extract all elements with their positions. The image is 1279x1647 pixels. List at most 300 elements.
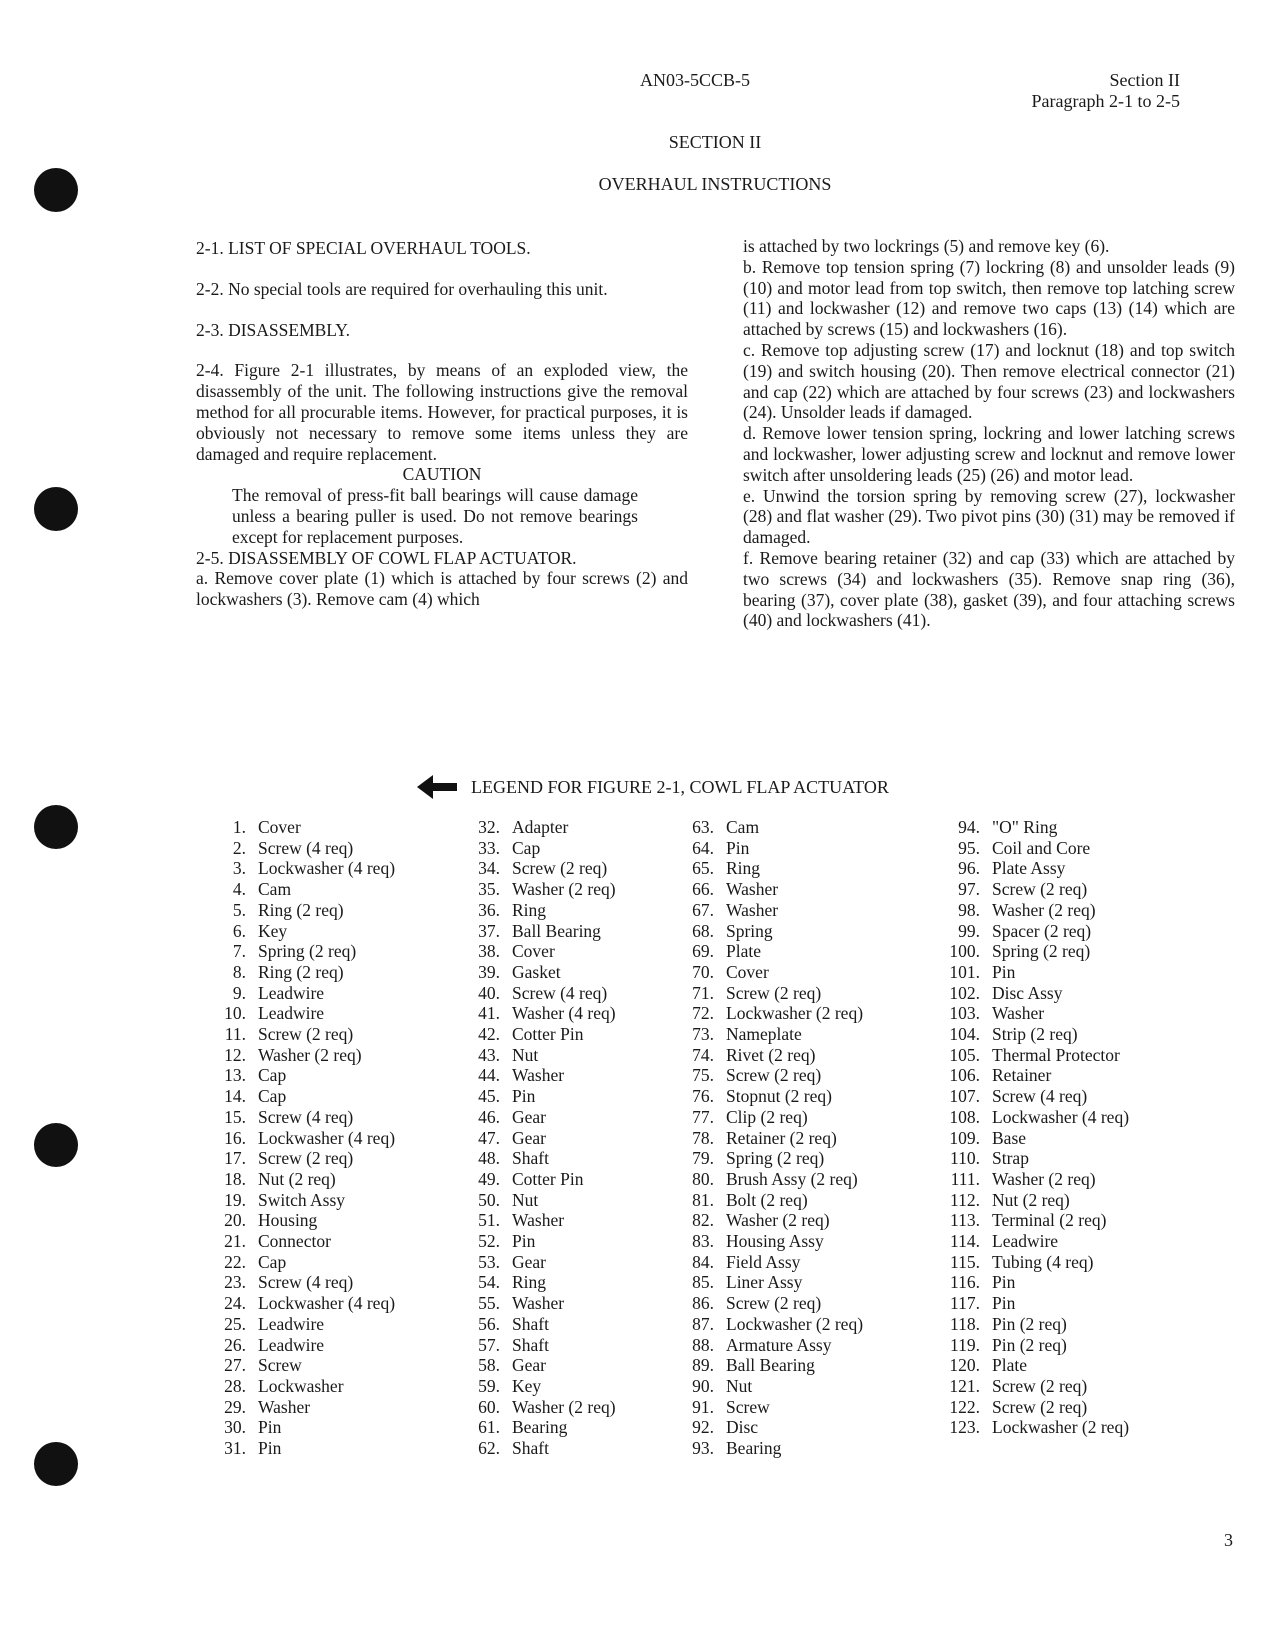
legend-item-text: Adapter xyxy=(512,817,569,837)
legend-item xyxy=(934,1252,1129,1273)
legend-item xyxy=(200,1086,395,1107)
legend-item-number: 11. xyxy=(224,1024,246,1045)
legend-item-number: 109. xyxy=(949,1127,980,1148)
legend-item-text: Screw (2 req) xyxy=(726,1293,822,1314)
arrow-left-icon xyxy=(417,775,457,799)
legend-item xyxy=(200,1148,395,1169)
legend-item xyxy=(454,1086,616,1107)
legend-item xyxy=(668,921,863,942)
legend-item-text: Screw (2 req) xyxy=(726,982,822,1003)
legend-item-text: Cover xyxy=(258,817,301,837)
binder-hole xyxy=(34,1442,78,1486)
legend-item-text: Nut xyxy=(512,1189,539,1210)
legend-item-text: Screw (2 req) xyxy=(992,1396,1088,1417)
legend-title: LEGEND FOR FIGURE 2-1, COWL FLAP ACTUATOR xyxy=(471,776,889,797)
legend-item xyxy=(934,1190,1129,1211)
legend-item xyxy=(454,817,616,838)
legend-item-text: Screw (2 req) xyxy=(726,1065,822,1086)
legend-item xyxy=(934,900,1129,921)
legend-item xyxy=(668,1148,863,1169)
legend-item-text: Clip (2 req) xyxy=(726,1106,808,1127)
paragraph-2-3: 2-3. DISASSEMBLY. xyxy=(196,319,350,340)
legend-item-number: 15. xyxy=(224,1106,246,1127)
legend-item xyxy=(200,1024,395,1045)
legend-item-number: 91. xyxy=(692,1396,714,1417)
legend-item-text: Spring (2 req) xyxy=(258,941,357,962)
legend-item xyxy=(454,1148,616,1169)
legend-item xyxy=(668,1045,863,1066)
legend-item-number: 20. xyxy=(224,1210,246,1231)
legend-item-number: 73. xyxy=(692,1024,714,1045)
legend-item-text: Leadwire xyxy=(258,982,325,1003)
legend-item-number: 39. xyxy=(478,961,500,982)
legend-item-text: Liner Assy xyxy=(726,1272,803,1293)
legend-item-text: Brush Assy (2 req) xyxy=(726,1168,858,1189)
legend-item-text: Shaft xyxy=(512,1148,549,1169)
legend-item-text: Screw (4 req) xyxy=(992,1086,1088,1107)
legend-item-text: Shaft xyxy=(512,1313,549,1334)
legend-item-number: 33. xyxy=(478,837,500,858)
legend-item xyxy=(668,1397,863,1418)
legend-item-number: 88. xyxy=(692,1334,714,1355)
legend-item xyxy=(668,1335,863,1356)
legend-item-number: 9. xyxy=(232,982,246,1003)
legend-item xyxy=(934,1335,1129,1356)
legend-item-number: 101. xyxy=(949,961,980,982)
legend-item xyxy=(454,1272,616,1293)
legend-item-number: 105. xyxy=(949,1044,980,1065)
legend-item-number: 76. xyxy=(692,1086,714,1107)
legend-item-text: Screw (4 req) xyxy=(512,982,608,1003)
legend-item xyxy=(454,1314,616,1335)
page-number: 3 xyxy=(1224,1530,1233,1550)
paragraph-2-4: 2-4. Figure 2-1 illustrates, by means of an exploded view, the disassembly of the unit. The following instructions give the removal method for all procurable items. However, for practical purposes, it is obviously not necessary to remove some items unless they are damaged and require replacement. xyxy=(196,360,688,464)
legend-item xyxy=(668,1272,863,1293)
legend-item-number: 103. xyxy=(949,1003,980,1024)
legend-item-number: 104. xyxy=(949,1024,980,1045)
legend-item xyxy=(200,1210,395,1231)
legend-item-text: "O" Ring xyxy=(992,817,1058,837)
legend-item-number: 23. xyxy=(224,1272,246,1293)
legend-item-text: Ball Bearing xyxy=(726,1355,815,1376)
legend-item xyxy=(668,838,863,859)
legend-item-text: Nut xyxy=(512,1044,539,1065)
legend-item-text: Screw (4 req) xyxy=(258,1106,354,1127)
legend-item xyxy=(200,1314,395,1335)
legend-item xyxy=(668,983,863,1004)
legend-item xyxy=(454,1169,616,1190)
legend-item xyxy=(668,1438,863,1459)
legend-item-number: 106. xyxy=(949,1065,980,1086)
binder-hole xyxy=(34,487,78,531)
legend-item-number: 10. xyxy=(224,1003,246,1024)
legend-item-number: 113. xyxy=(950,1210,980,1231)
legend-item-text: Screw (4 req) xyxy=(258,837,354,858)
legend-item-number: 53. xyxy=(478,1251,500,1272)
legend-item-text: Retainer xyxy=(992,1065,1052,1086)
legend-item-number: 120. xyxy=(949,1355,980,1376)
legend-item-text: Pin xyxy=(992,961,1016,982)
legend-item-number: 72. xyxy=(692,1003,714,1024)
legend-item-number: 68. xyxy=(692,920,714,941)
legend-item-text: Thermal Protector xyxy=(992,1044,1120,1065)
legend-item-text: Pin xyxy=(992,1272,1016,1293)
legend-item xyxy=(668,1128,863,1149)
legend-item-number: 1. xyxy=(232,817,246,837)
legend-item xyxy=(454,1065,616,1086)
legend-item-text: Lockwasher xyxy=(258,1375,344,1396)
legend-item-text: Washer (4 req) xyxy=(512,1003,616,1024)
legend-item xyxy=(668,1210,863,1231)
legend-item xyxy=(200,1252,395,1273)
legend-item-text: Lockwasher (2 req) xyxy=(726,1003,864,1024)
legend-item-text: Washer xyxy=(992,1003,1045,1024)
caution-text: The removal of press-fit ball bearings will cause damage unless a bearing puller is used. Do not remove bearings except for replacement purposes. xyxy=(232,485,638,547)
legend-item-number: 82. xyxy=(692,1210,714,1231)
paragraph-2-1: 2-1. LIST OF SPECIAL OVERHAUL TOOLS. xyxy=(196,238,531,258)
legend-item xyxy=(454,1376,616,1397)
legend-item-text: Cap xyxy=(258,1251,287,1272)
legend-item-text: Leadwire xyxy=(258,1003,325,1024)
legend-item-number: 4. xyxy=(232,879,246,900)
legend-item-text: Spring (2 req) xyxy=(992,941,1091,962)
legend-item xyxy=(454,1024,616,1045)
legend-item-number: 43. xyxy=(478,1044,500,1065)
legend-item-text: Field Assy xyxy=(726,1251,801,1272)
legend-item-text: Washer xyxy=(726,879,779,900)
legend-item xyxy=(454,921,616,942)
legend-item-number: 119. xyxy=(950,1334,980,1355)
legend-item-text: Connector xyxy=(258,1231,331,1252)
legend-item-number: 99. xyxy=(958,920,980,941)
legend-item-text: Screw xyxy=(726,1396,770,1417)
legend-item-number: 123. xyxy=(949,1417,980,1438)
legend-item-text: Lockwasher (2 req) xyxy=(726,1313,864,1334)
legend-item-text: Ring (2 req) xyxy=(258,899,344,920)
legend-item xyxy=(934,1024,1129,1045)
legend-item-text: Leadwire xyxy=(258,1313,325,1334)
legend-item xyxy=(934,1169,1129,1190)
legend-item-number: 45. xyxy=(478,1086,500,1107)
legend-item-text: Screw (2 req) xyxy=(512,858,608,879)
legend-item-text: Disc Assy xyxy=(992,982,1063,1003)
legend-item-text: Cap xyxy=(258,1065,287,1086)
legend-item-number: 111. xyxy=(950,1168,980,1189)
legend-item-text: Ring xyxy=(512,899,547,920)
legend-item-number: 116. xyxy=(950,1272,980,1293)
legend-item-text: Cap xyxy=(258,1086,287,1107)
legend-item-text: Disc xyxy=(726,1417,759,1438)
legend-item xyxy=(200,900,395,921)
legend-item xyxy=(454,1003,616,1024)
legend-item-number: 38. xyxy=(478,941,500,962)
legend-item-number: 55. xyxy=(478,1293,500,1314)
legend-item xyxy=(200,1107,395,1128)
legend-item-number: 63. xyxy=(692,817,714,837)
legend-item xyxy=(668,1417,863,1438)
legend-item xyxy=(200,838,395,859)
legend-item-number: 117. xyxy=(950,1293,980,1314)
legend-item-text: Base xyxy=(992,1127,1027,1148)
legend-item xyxy=(668,1107,863,1128)
section-label: Section II xyxy=(1109,70,1180,90)
legend-item xyxy=(934,1045,1129,1066)
legend-item-text: Washer (2 req) xyxy=(258,1044,362,1065)
legend-item-number: 75. xyxy=(692,1065,714,1086)
legend-item xyxy=(934,1272,1129,1293)
legend-item-number: 85. xyxy=(692,1272,714,1293)
legend-item-text: Gear xyxy=(512,1355,547,1376)
legend-item xyxy=(934,1210,1129,1231)
legend-item-number: 30. xyxy=(224,1417,246,1438)
legend-item xyxy=(454,858,616,879)
legend-item-text: Cap xyxy=(512,837,541,858)
legend-item-text: Screw (2 req) xyxy=(992,879,1088,900)
legend-item xyxy=(200,1438,395,1459)
legend-item-number: 51. xyxy=(478,1210,500,1231)
legend-item xyxy=(454,1417,616,1438)
legend-item-number: 54. xyxy=(478,1272,500,1293)
legend-item xyxy=(200,1293,395,1314)
step-b: b. Remove top tension spring (7) lockring (8) and unsolder leads (9) (10) and motor lead from top switch, then remove top latching screw (11) and lockwasher (12) and remove two caps (13) (14) which are attached by screws (15) and lockwashers (16). xyxy=(743,256,1235,340)
legend-item xyxy=(668,817,863,838)
legend-item-number: 108. xyxy=(949,1106,980,1127)
legend-item-number: 66. xyxy=(692,879,714,900)
legend-item xyxy=(200,1190,395,1211)
paragraph-2-5: 2-5. DISASSEMBLY OF COWL FLAP ACTUATOR. xyxy=(196,547,577,568)
legend-item-number: 61. xyxy=(478,1417,500,1438)
step-a-continued: is attached by two lockrings (5) and remove key (6). xyxy=(743,236,1110,256)
legend-item-text: Screw (2 req) xyxy=(258,1024,354,1045)
legend-item xyxy=(668,1231,863,1252)
legend-item xyxy=(454,838,616,859)
legend-item xyxy=(200,858,395,879)
legend-item-text: Terminal (2 req) xyxy=(992,1210,1107,1231)
section-reference xyxy=(1032,70,1180,112)
legend-item xyxy=(668,1169,863,1190)
legend-item-number: 112. xyxy=(950,1189,980,1210)
legend-item-number: 60. xyxy=(478,1396,500,1417)
legend-item-text: Spacer (2 req) xyxy=(992,920,1092,941)
legend-item-text: Washer xyxy=(258,1396,311,1417)
legend-item-number: 3. xyxy=(232,858,246,879)
legend-item-text: Lockwasher (4 req) xyxy=(258,858,396,879)
legend-item xyxy=(668,1003,863,1024)
legend-item xyxy=(454,1397,616,1418)
legend-item-number: 21. xyxy=(224,1231,246,1252)
legend-item xyxy=(934,1003,1129,1024)
caution-title: CAUTION xyxy=(402,464,482,485)
legend-item xyxy=(200,1376,395,1397)
legend-item xyxy=(934,1128,1129,1149)
legend-item-number: 6. xyxy=(232,920,246,941)
legend-item-text: Housing Assy xyxy=(726,1231,824,1252)
legend-item-text: Washer (2 req) xyxy=(512,1396,616,1417)
legend-item-text: Armature Assy xyxy=(726,1334,832,1355)
legend-item-text: Pin (2 req) xyxy=(992,1334,1067,1355)
legend-item xyxy=(934,1417,1129,1438)
legend-item-number: 97. xyxy=(958,879,980,900)
legend-item xyxy=(668,1376,863,1397)
legend-item xyxy=(200,1065,395,1086)
legend-item xyxy=(200,962,395,983)
legend-item-number: 70. xyxy=(692,961,714,982)
legend-item-text: Nut (2 req) xyxy=(992,1189,1070,1210)
legend-item-number: 28. xyxy=(224,1375,246,1396)
legend-item-number: 83. xyxy=(692,1231,714,1252)
legend-item-text: Lockwasher (4 req) xyxy=(992,1106,1130,1127)
legend-item xyxy=(934,1376,1129,1397)
legend-item-number: 22. xyxy=(224,1251,246,1272)
legend-item-number: 19. xyxy=(224,1189,246,1210)
legend-item-number: 36. xyxy=(478,899,500,920)
legend-item-number: 62. xyxy=(478,1438,500,1459)
legend-item-text: Shaft xyxy=(512,1334,549,1355)
legend-item xyxy=(668,1024,863,1045)
legend-item-number: 110. xyxy=(950,1148,980,1169)
legend-item xyxy=(200,921,395,942)
legend-item xyxy=(934,1148,1129,1169)
legend-item xyxy=(934,1086,1129,1107)
legend-item xyxy=(934,1397,1129,1418)
legend-item-text: Plate Assy xyxy=(992,858,1066,879)
legend-item-text: Pin xyxy=(258,1417,282,1438)
legend-item xyxy=(200,1128,395,1149)
legend-item-number: 16. xyxy=(224,1127,246,1148)
legend-item-number: 90. xyxy=(692,1375,714,1396)
legend-item-text: Housing xyxy=(258,1210,318,1231)
legend-item-text: Screw xyxy=(258,1355,302,1376)
legend-item-number: 100. xyxy=(949,941,980,962)
legend-item xyxy=(454,1210,616,1231)
legend-item xyxy=(934,858,1129,879)
legend-item-number: 2. xyxy=(232,837,246,858)
legend-item-text: Spring (2 req) xyxy=(726,1148,825,1169)
step-d: d. Remove lower tension spring, lockring and lower latching screws and lockwasher, lower adjusting screw and locknut and remove lower switch after unsoldering leads (25) (26) and motor lead. xyxy=(743,423,1235,485)
legend-item-number: 74. xyxy=(692,1044,714,1065)
legend-item xyxy=(668,858,863,879)
legend-item xyxy=(454,1438,616,1459)
legend-item-text: Washer xyxy=(512,1293,565,1314)
legend-item xyxy=(668,1190,863,1211)
legend-item-number: 47. xyxy=(478,1127,500,1148)
legend-item xyxy=(668,941,863,962)
legend-item xyxy=(454,1128,616,1149)
legend-item xyxy=(668,1355,863,1376)
legend-item-number: 34. xyxy=(478,858,500,879)
legend-item xyxy=(200,983,395,1004)
legend-item-text: Pin xyxy=(512,1086,536,1107)
legend-item-number: 40. xyxy=(478,982,500,1003)
legend-column-4 xyxy=(934,817,1129,1438)
legend-item-number: 14. xyxy=(224,1086,246,1107)
legend-item-number: 48. xyxy=(478,1148,500,1169)
legend-item-number: 114. xyxy=(950,1231,980,1252)
binder-hole xyxy=(34,805,78,849)
legend-item-text: Washer (2 req) xyxy=(512,879,616,900)
legend-item-text: Ball Bearing xyxy=(512,920,601,941)
legend-item-number: 32. xyxy=(478,817,500,837)
legend-item-number: 92. xyxy=(692,1417,714,1438)
legend-item-number: 95. xyxy=(958,837,980,858)
legend-item-number: 71. xyxy=(692,982,714,1003)
legend-item-text: Cotter Pin xyxy=(512,1168,584,1189)
step-e: e. Unwind the torsion spring by removing screw (27), lockwasher (28) and flat washer (29). Two pivot pins (30) (31) may be removed if damaged. xyxy=(743,485,1235,548)
legend-item-text: Pin (2 req) xyxy=(992,1313,1067,1334)
legend-item-number: 59. xyxy=(478,1375,500,1396)
legend-item-number: 7. xyxy=(232,941,246,962)
legend-item-text: Plate xyxy=(726,941,761,962)
legend-item xyxy=(200,879,395,900)
legend-item-text: Cover xyxy=(512,941,555,962)
legend-item-number: 84. xyxy=(692,1251,714,1272)
legend-item-number: 107. xyxy=(949,1086,980,1107)
legend-item-number: 80. xyxy=(692,1168,714,1189)
legend-item xyxy=(668,900,863,921)
legend-item-number: 18. xyxy=(224,1168,246,1189)
legend-item xyxy=(934,1293,1129,1314)
legend-item-text: Washer xyxy=(726,899,779,920)
legend-item xyxy=(200,817,395,838)
legend-item-text: Washer (2 req) xyxy=(992,899,1096,920)
legend-item-text: Gasket xyxy=(512,961,561,982)
legend-item xyxy=(668,1065,863,1086)
legend-item xyxy=(454,900,616,921)
legend-item-number: 12. xyxy=(224,1044,246,1065)
step-a: a. Remove cover plate (1) which is attached by four screws (2) and lockwashers (3). Remove cam (4) which xyxy=(196,568,688,610)
legend-item-text: Pin xyxy=(992,1293,1016,1314)
legend-item xyxy=(934,1065,1129,1086)
legend-item xyxy=(668,879,863,900)
legend-item-text: Stopnut (2 req) xyxy=(726,1086,832,1107)
legend-item-text: Ring xyxy=(726,858,761,879)
legend-item-text: Lockwasher (2 req) xyxy=(992,1417,1130,1438)
legend-heading xyxy=(417,775,889,799)
legend-item xyxy=(454,1335,616,1356)
legend-item-number: 102. xyxy=(949,982,980,1003)
legend-item-text: Coil and Core xyxy=(992,837,1091,858)
legend-item-text: Screw (4 req) xyxy=(258,1272,354,1293)
legend-item xyxy=(934,1355,1129,1376)
legend-item-text: Cam xyxy=(726,817,760,837)
legend-item-text: Switch Assy xyxy=(258,1189,346,1210)
legend-item-text: Bolt (2 req) xyxy=(726,1189,808,1210)
legend-item-text: Leadwire xyxy=(992,1231,1059,1252)
left-column xyxy=(196,238,688,610)
legend-item xyxy=(200,1003,395,1024)
legend-item-text: Strip (2 req) xyxy=(992,1024,1078,1045)
legend-item xyxy=(454,1107,616,1128)
legend-item-number: 64. xyxy=(692,837,714,858)
paragraph-2-2: 2-2. No special tools are required for overhauling this unit. xyxy=(196,278,608,299)
legend-item-number: 37. xyxy=(478,920,500,941)
section-subtitle: OVERHAUL INSTRUCTIONS xyxy=(598,174,832,194)
legend-item-number: 42. xyxy=(478,1024,500,1045)
legend-item-text: Washer (2 req) xyxy=(726,1210,830,1231)
legend-item xyxy=(668,1086,863,1107)
legend-item xyxy=(200,1169,395,1190)
legend-item-number: 67. xyxy=(692,899,714,920)
legend-item-number: 81. xyxy=(692,1189,714,1210)
legend-item xyxy=(454,1045,616,1066)
legend-item-number: 93. xyxy=(692,1438,714,1459)
legend-item-text: Retainer (2 req) xyxy=(726,1127,837,1148)
legend-item-number: 78. xyxy=(692,1127,714,1148)
legend-item xyxy=(200,1045,395,1066)
legend-item-text: Shaft xyxy=(512,1438,549,1459)
legend-item-text: Washer xyxy=(512,1065,565,1086)
legend-item xyxy=(934,962,1129,983)
